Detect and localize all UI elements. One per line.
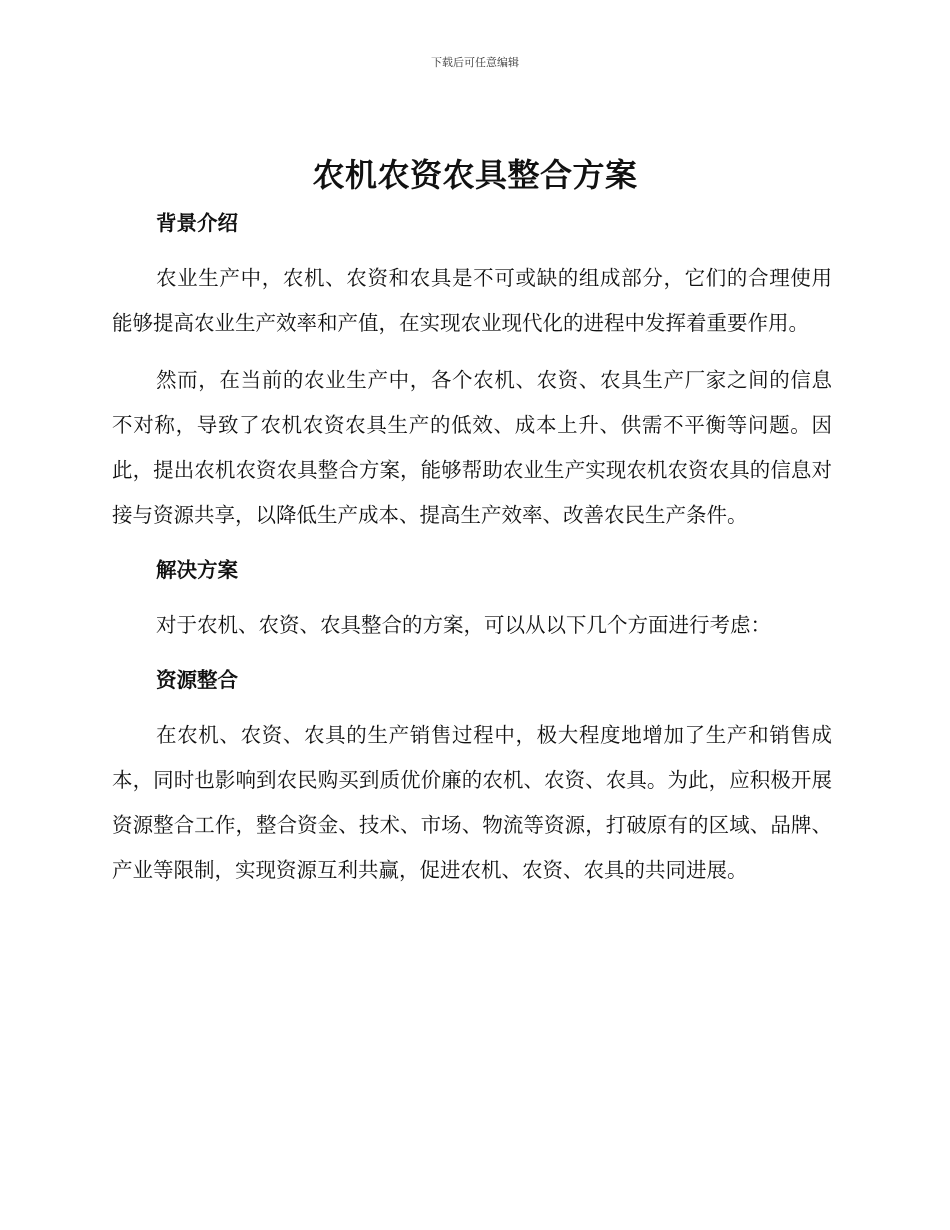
paragraph-resource-integration-1: 在农机、农资、农具的生产销售过程中，极大程度地增加了生产和销售成本，同时也影响到农民购买到质优价廉的农机、农资、农具。为此，应积极开展资源整合工作，整合资金、技术、市场、物流等资源，打破原有的区域、品牌、产业等限制，实现资源互利共赢，促进农机、农资、农具的共同进展。: [112, 723, 832, 882]
paragraph-solution-1: 对于农机、农资、农具整合的方案，可以从以下几个方面进行考虑：: [156, 613, 771, 637]
header-note: 下载后可任意编辑: [431, 56, 519, 69]
paragraph-background-1: 农业生产中，农机、农资和农具是不可或缺的组成部分，它们的合理使用能够提高农业生产效率和产值，在实现农业现代化的进程中发挥着重要作用。: [112, 266, 832, 335]
paragraph-background-2: 然而，在当前的农业生产中，各个农机、农资、农具生产厂家之间的信息不对称，导致了农机农资农具生产的低效、成本上升、供需不平衡等问题。因此，提出农机农资农具整合方案，能够帮助农业生产实现农机农资农具的信息对接与资源共享，以降低生产成本、提高生产效率、改善农民生产条件。: [112, 368, 832, 527]
document-body: [112, 203, 832, 893]
section-heading-resource-integration: 资源整合: [156, 668, 238, 692]
document-title: 农机农资农具整合方案: [312, 156, 638, 194]
section-heading-background: 背景介绍: [156, 211, 238, 235]
section-heading-solution: 解决方案: [156, 558, 238, 582]
